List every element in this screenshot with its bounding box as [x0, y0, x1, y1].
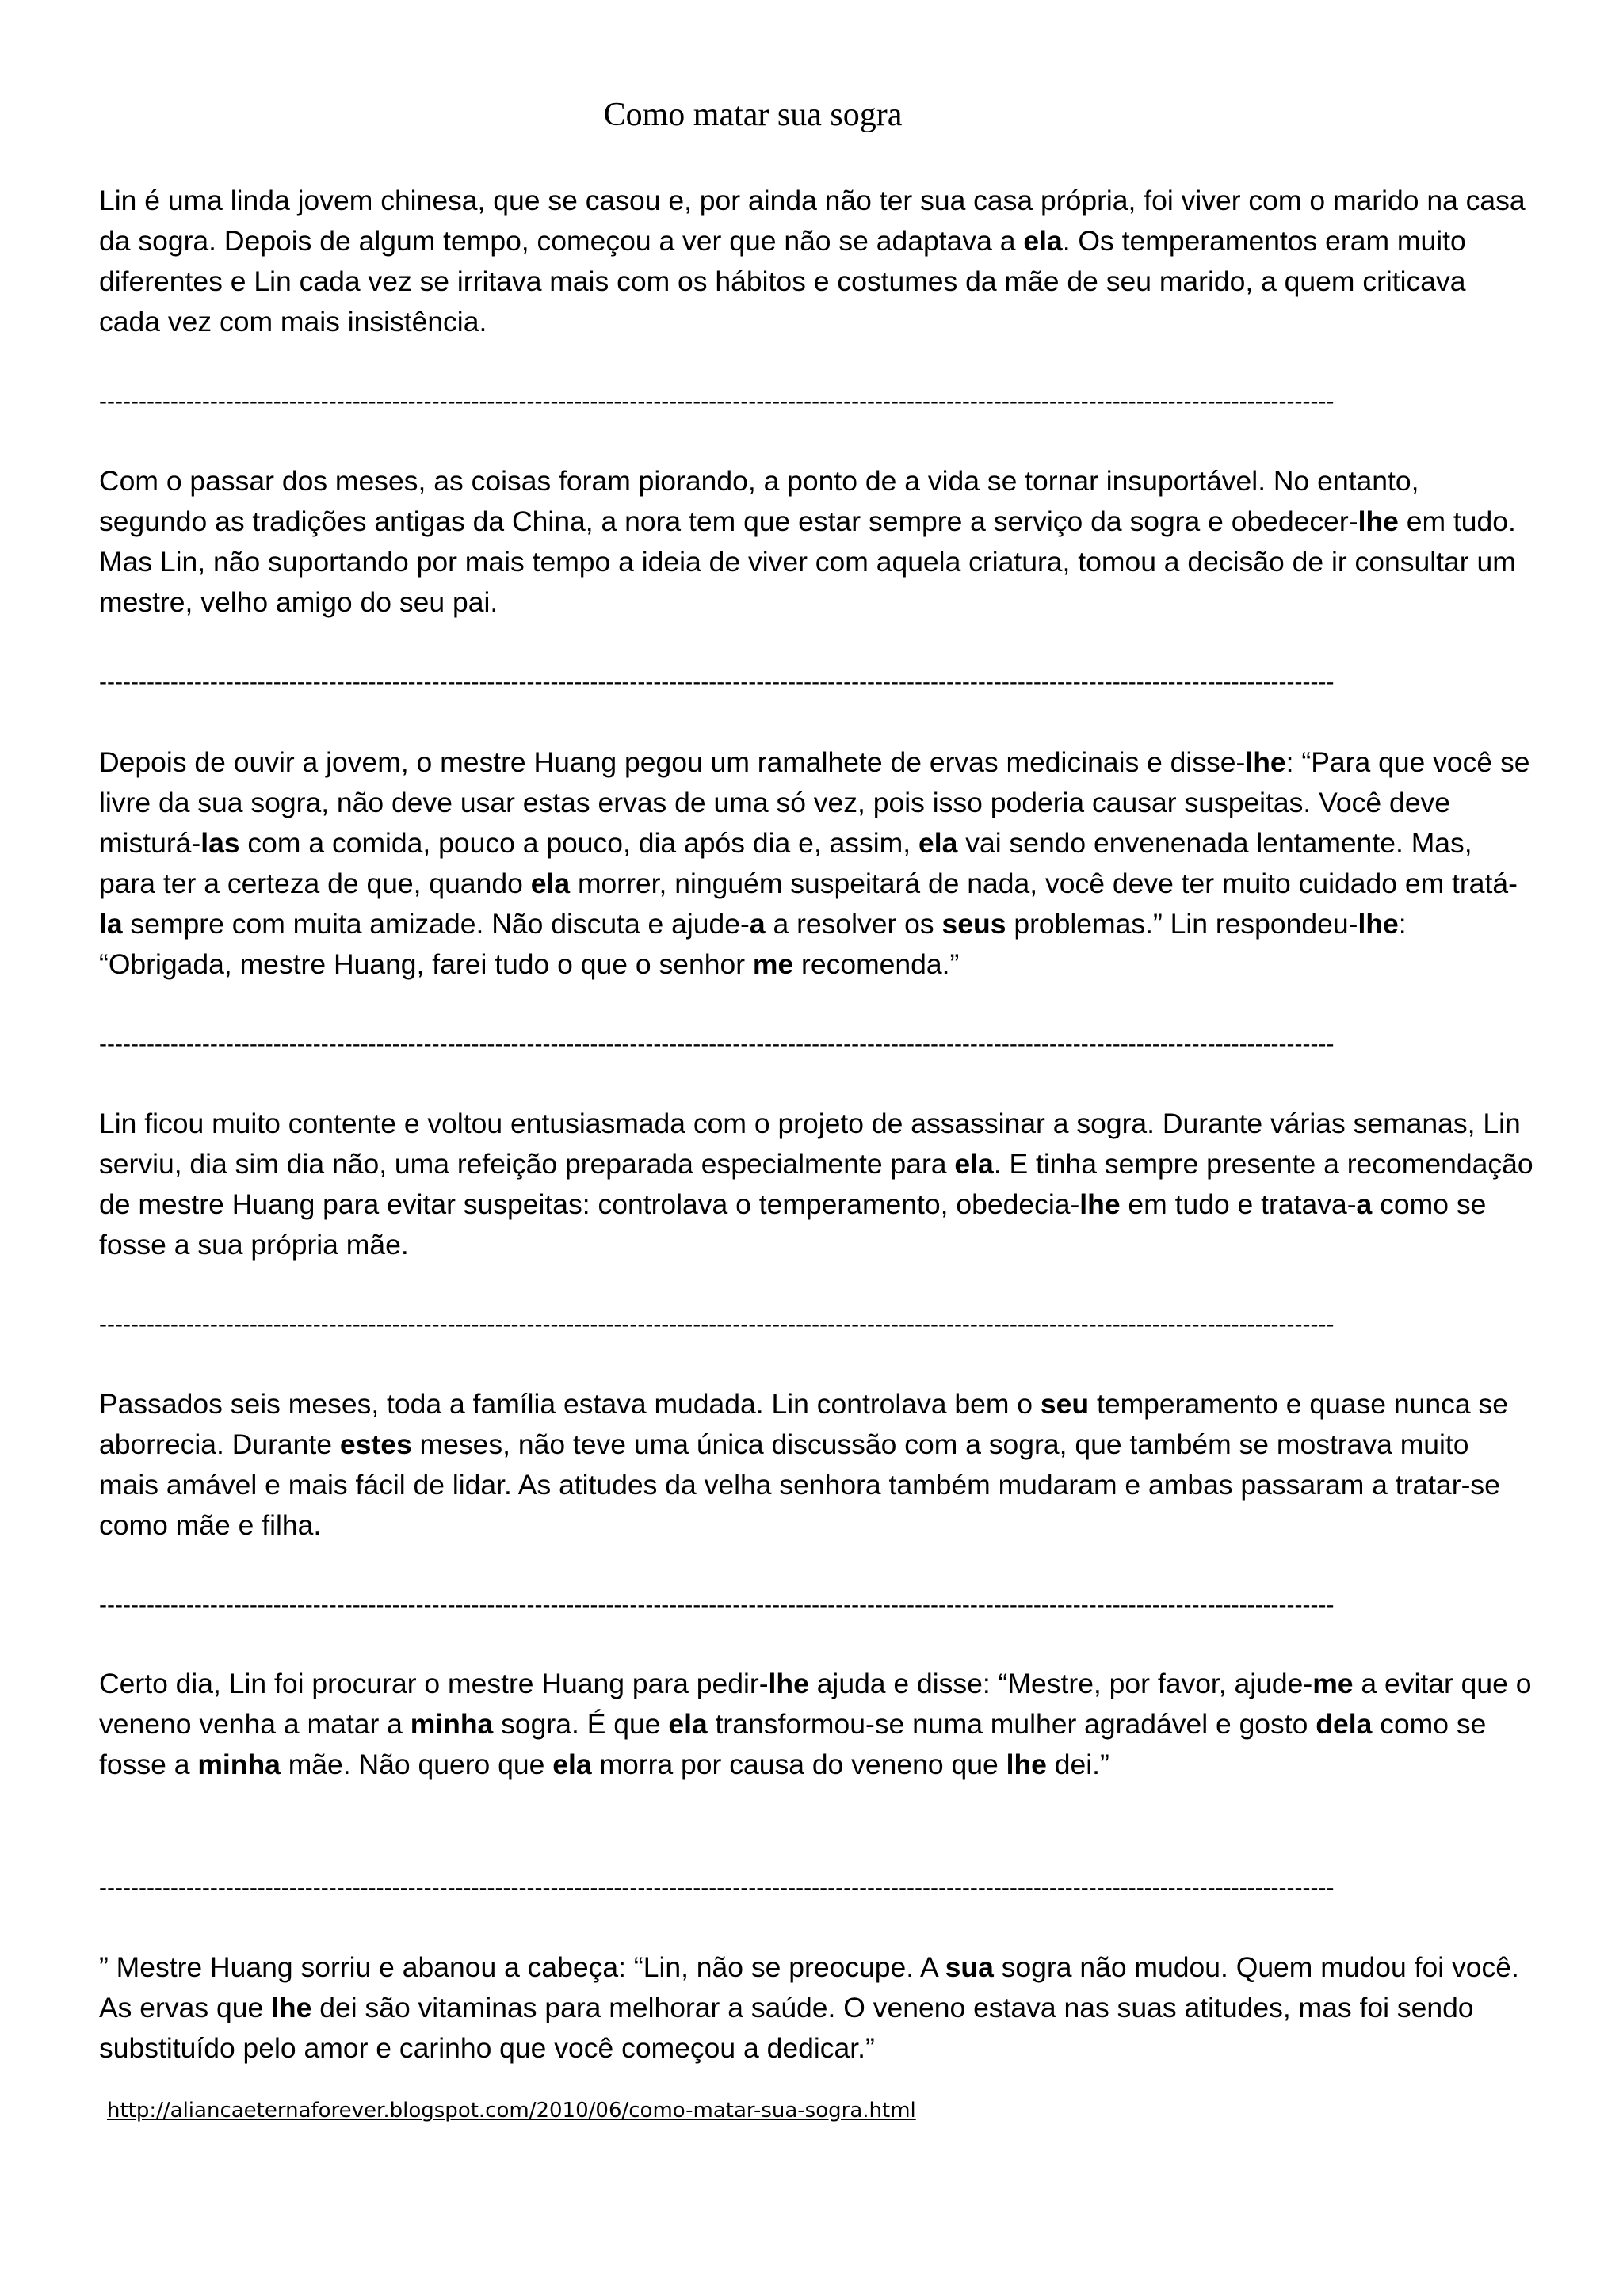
text-run: morra por causa do veneno que — [591, 1749, 1006, 1780]
highlighted-word: las — [200, 827, 240, 859]
highlighted-word: lhe — [1358, 908, 1399, 940]
highlighted-word: lhe — [768, 1668, 809, 1699]
text-run: transformou-se numa mulher agradável e gosto — [707, 1708, 1316, 1740]
divider-4: ------------------------------------------------------------------------------------------------------------------------------------------------------------ — [99, 1313, 1335, 1337]
text-run: a resolver os — [765, 908, 942, 940]
highlighted-word: a — [1356, 1188, 1373, 1220]
divider-5: ------------------------------------------------------------------------------------------------------------------------------------------------------------ — [99, 1593, 1335, 1617]
text-run: em tudo e tratava- — [1120, 1188, 1357, 1220]
text-run: sempre com muita amizade. Não discuta e ajude- — [122, 908, 750, 940]
highlighted-word: estes — [339, 1428, 412, 1460]
highlighted-word: ela — [668, 1708, 708, 1740]
paragraph-4 — [99, 1104, 1533, 1265]
text-run: como se fosse a — [99, 1708, 1487, 1780]
text-run: : “Para que você se livre da sua sogra, não deve usar estas ervas de uma só vez, pois isso poderia causar suspeitas. Você deve misturá- — [99, 746, 1530, 859]
text-run: sogra não mudou. Quem mudou foi você. As ervas que — [99, 1951, 1519, 2023]
highlighted-word: lhe — [1245, 746, 1286, 778]
highlighted-word: ela — [1023, 225, 1063, 257]
highlighted-word: minha — [410, 1708, 494, 1740]
text-run: com a comida, pouco a pouco, dia após dia e, assim, — [239, 827, 918, 859]
divider-3: ------------------------------------------------------------------------------------------------------------------------------------------------------------ — [99, 1032, 1335, 1056]
paragraph-5 — [99, 1384, 1533, 1546]
highlighted-word: me — [752, 948, 794, 980]
highlighted-word: ela — [530, 868, 571, 899]
paragraph-3 — [99, 742, 1533, 985]
text-run: vai sendo envenenada lentamente. Mas, para ter a certeza de que, quando — [99, 827, 1472, 899]
highlighted-word: lhe — [1006, 1749, 1047, 1780]
highlighted-word: lhe — [1358, 505, 1399, 537]
text-run: Lin ficou muito contente e voltou entusiasmada com o projeto de assassinar a sogra. Durante várias semanas, Lin serviu, dia sim dia não, uma refeição preparada especialmente para — [99, 1108, 1521, 1180]
text-run: recomenda.” — [793, 948, 960, 980]
source-link[interactable]: http://aliancaeternaforever.blogspot.com/2010/06/como-matar-sua-sogra.html — [107, 2099, 916, 2122]
text-run: mãe. Não quero que — [280, 1749, 553, 1780]
highlighted-word: seu — [1040, 1388, 1090, 1420]
paragraph-6 — [99, 1664, 1533, 1785]
highlighted-word: minha — [197, 1749, 281, 1780]
highlighted-word: sua — [945, 1951, 994, 1983]
highlighted-word: lhe — [1079, 1188, 1121, 1220]
text-run: ” Mestre Huang sorriu e abanou a cabeça: “Lin, não se preocupe. A — [99, 1951, 945, 1983]
highlighted-word: dela — [1316, 1708, 1373, 1740]
highlighted-word: ela — [552, 1749, 592, 1780]
highlighted-word: ela — [918, 827, 958, 859]
text-run: a evitar que o veneno venha a matar a — [99, 1668, 1532, 1740]
divider-1: ------------------------------------------------------------------------------------------------------------------------------------------------------------ — [99, 390, 1335, 414]
paragraph-2 — [99, 461, 1533, 623]
text-run: sogra. É que — [493, 1708, 669, 1740]
divider-2: ------------------------------------------------------------------------------------------------------------------------------------------------------------ — [99, 670, 1335, 694]
text-run: : “Obrigada, mestre Huang, farei tudo o que o senhor — [99, 908, 1407, 980]
text-run: em tudo. Mas Lin, não suportando por mais tempo a ideia de viver com aquela criatura, tomou a decisão de ir consultar um mestre, velho amigo do seu pai. — [99, 505, 1516, 618]
highlighted-word: seus — [941, 908, 1006, 940]
text-run: Lin é uma linda jovem chinesa, que se casou e, por ainda não ter sua casa própria, foi viver com o marido na casa da sogra. Depois de algum tempo, começou a ver que não se adaptava a — [99, 185, 1526, 257]
divider-6: ------------------------------------------------------------------------------------------------------------------------------------------------------------ — [99, 1876, 1335, 1900]
text-run: meses, não teve uma única discussão com a sogra, que também se mostrava muito mais amável e mais fácil de lidar. As atitudes da velha senhora também mudaram e ambas passaram a tratar-se como mãe e filha. — [99, 1428, 1500, 1541]
text-run: Com o passar dos meses, as coisas foram piorando, a ponto de a vida se tornar insuportável. No entanto, segundo as tradições antigas da China, a nora tem que estar sempre a serviço da sogra e obedecer- — [99, 465, 1419, 537]
text-run: problemas.” Lin respondeu- — [1006, 908, 1358, 940]
text-run: Passados seis meses, toda a família estava mudada. Lin controlava bem o — [99, 1388, 1041, 1420]
text-run: . E tinha sempre presente a recomendação de mestre Huang para evitar suspeitas: controlava o temperamento, obedecia- — [99, 1148, 1533, 1220]
text-run: dei.” — [1046, 1749, 1109, 1780]
text-run: temperamento e quase nunca se aborrecia. Durante — [99, 1388, 1508, 1460]
text-run: . Os temperamentos eram muito diferentes e Lin cada vez se irritava mais com os hábitos e costumes da mãe de seu marido, a quem criticava cada vez com mais insistência. — [99, 225, 1466, 338]
highlighted-word: a — [749, 908, 766, 940]
text-run: Depois de ouvir a jovem, o mestre Huang pegou um ramalhete de ervas medicinais e disse- — [99, 746, 1246, 778]
paragraph-1 — [99, 181, 1533, 342]
highlighted-word: me — [1312, 1668, 1354, 1699]
highlighted-word: lhe — [271, 1992, 312, 2023]
highlighted-word: la — [99, 908, 123, 940]
text-run: dei são vitaminas para melhorar a saúde. O veneno estava nas suas atitudes, mas foi sendo substituído pelo amor e carinho que você começou a dedicar.” — [99, 1992, 1474, 2064]
text-run: ajuda e disse: “Mestre, por favor, ajude- — [808, 1668, 1313, 1699]
document-title: Como matar sua sogra — [603, 97, 903, 133]
highlighted-word: ela — [954, 1148, 994, 1180]
text-run: Certo dia, Lin foi procurar o mestre Huang para pedir- — [99, 1668, 769, 1699]
text-run: como se fosse a sua própria mãe. — [99, 1188, 1487, 1261]
text-run: morrer, ninguém suspeitará de nada, você deve ter muito cuidado em tratá- — [570, 868, 1518, 899]
paragraph-7 — [99, 1947, 1533, 2069]
